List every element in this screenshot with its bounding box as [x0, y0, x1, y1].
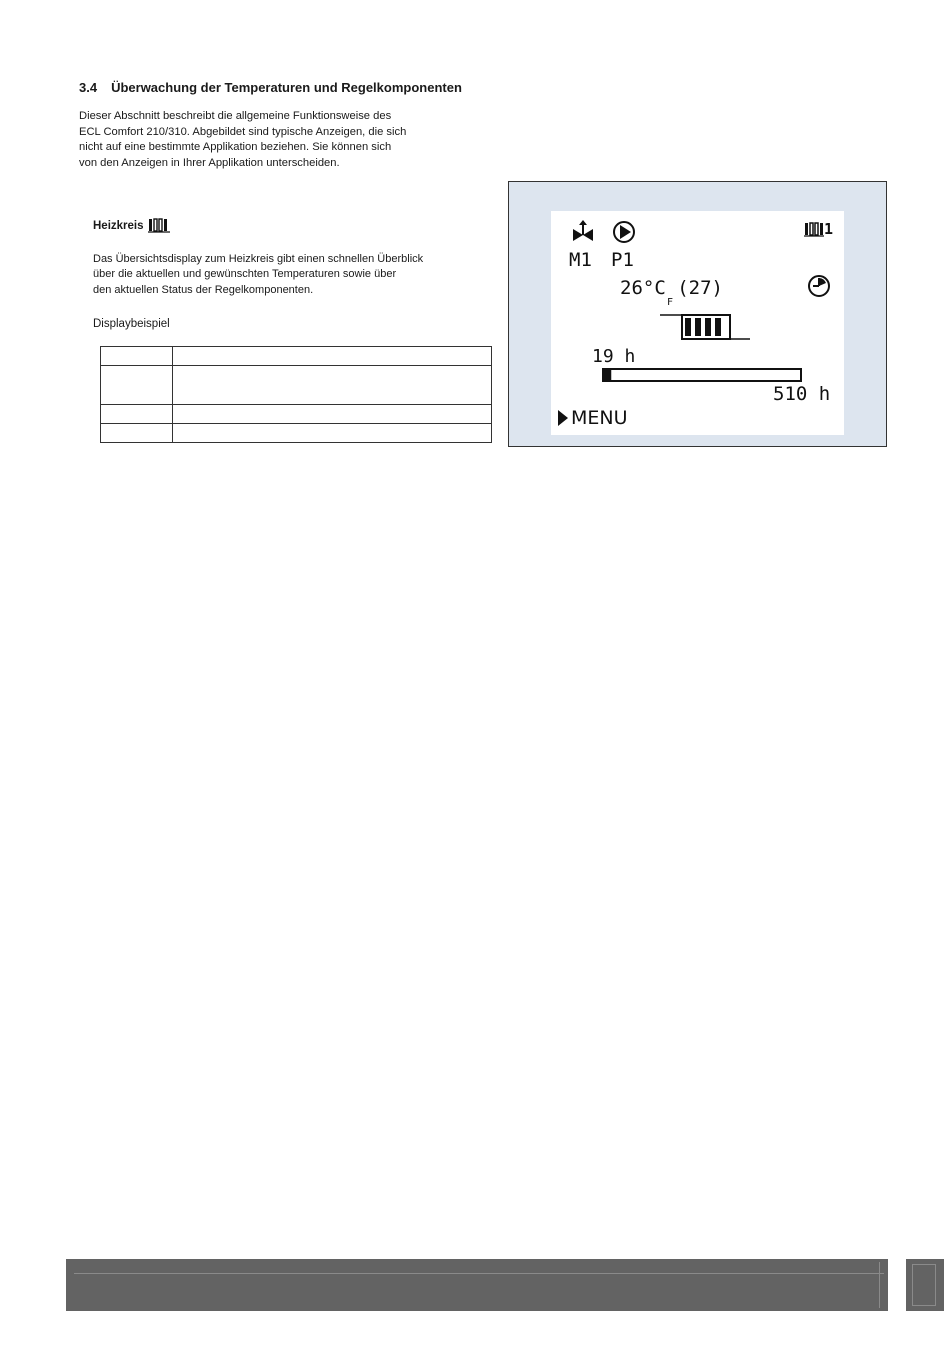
radiator-icon — [148, 218, 170, 233]
intro-line: Dieser Abschnitt beschreibt die allgemeine Funktionsweise des — [79, 110, 392, 122]
desc-line: Das Übersichtsdisplay zum Heizkreis gibt einen schnellen Überblick — [93, 253, 424, 265]
display-screen — [551, 211, 844, 435]
bar-end-label: 510 h — [773, 383, 831, 405]
desired-temperature: (27) — [677, 277, 723, 299]
valve-icon — [571, 220, 595, 244]
page-tab-frame — [912, 1264, 936, 1306]
table-row — [101, 366, 492, 405]
intro-paragraph — [79, 109, 499, 171]
desc-line: über die aktuellen und gewünschten Temperaturen sowie über — [93, 268, 397, 281]
current-temperature: 26°C — [620, 277, 666, 299]
section-heading — [79, 80, 462, 95]
display-example-label: Displaybeispiel — [93, 318, 170, 330]
pump-icon — [612, 220, 636, 244]
section-number: 3.4 — [79, 80, 98, 95]
circuit-indicator — [804, 221, 833, 237]
heizkreis-heading — [93, 218, 170, 233]
table-cell — [173, 405, 492, 424]
menu-label: MENU — [571, 407, 628, 429]
legend-table — [100, 346, 492, 443]
heizkreis-description — [93, 252, 503, 298]
section-title: Überwachung der Temperaturen und Regelkomponenten — [111, 80, 462, 95]
desc-line: den aktuellen Status der Regelkomponenten. — [93, 283, 314, 296]
footer-bar — [66, 1259, 888, 1311]
footer-divider — [74, 1273, 884, 1274]
table-cell — [101, 424, 173, 443]
progress-bar — [602, 368, 804, 384]
valve-label: M1 — [569, 249, 592, 271]
flow-label: F — [667, 297, 674, 308]
menu-arrow-icon — [558, 410, 568, 426]
heizkreis-title: Heizkreis — [93, 219, 144, 232]
pump-label: P1 — [611, 249, 634, 271]
table-cell — [173, 424, 492, 443]
intro-line: von den Anzeigen in Ihrer Applikation unterscheiden. — [79, 156, 340, 169]
menu-button[interactable] — [558, 407, 628, 429]
table-cell — [101, 366, 173, 405]
table-cell — [173, 347, 492, 366]
table-cell — [101, 405, 173, 424]
table-cell — [101, 347, 173, 366]
table-cell — [173, 366, 492, 405]
table-row — [101, 405, 492, 424]
radiator-icon — [804, 221, 824, 237]
footer-divider — [879, 1262, 880, 1308]
table-row — [101, 424, 492, 443]
temperature-readout — [620, 277, 723, 299]
circuit-number: 1 — [824, 220, 834, 238]
progress-fill — [604, 370, 611, 380]
bar-start-label: 19 h — [592, 346, 636, 367]
heating-diagram — [660, 309, 752, 341]
intro-line: ECL Comfort 210/310. Abgebildet sind typische Anzeigen, die sich — [79, 125, 407, 138]
intro-line: nicht auf eine bestimmte Applikation beziehen. Sie können sich — [79, 141, 392, 154]
table-row — [101, 347, 492, 366]
clock-icon — [807, 274, 831, 298]
